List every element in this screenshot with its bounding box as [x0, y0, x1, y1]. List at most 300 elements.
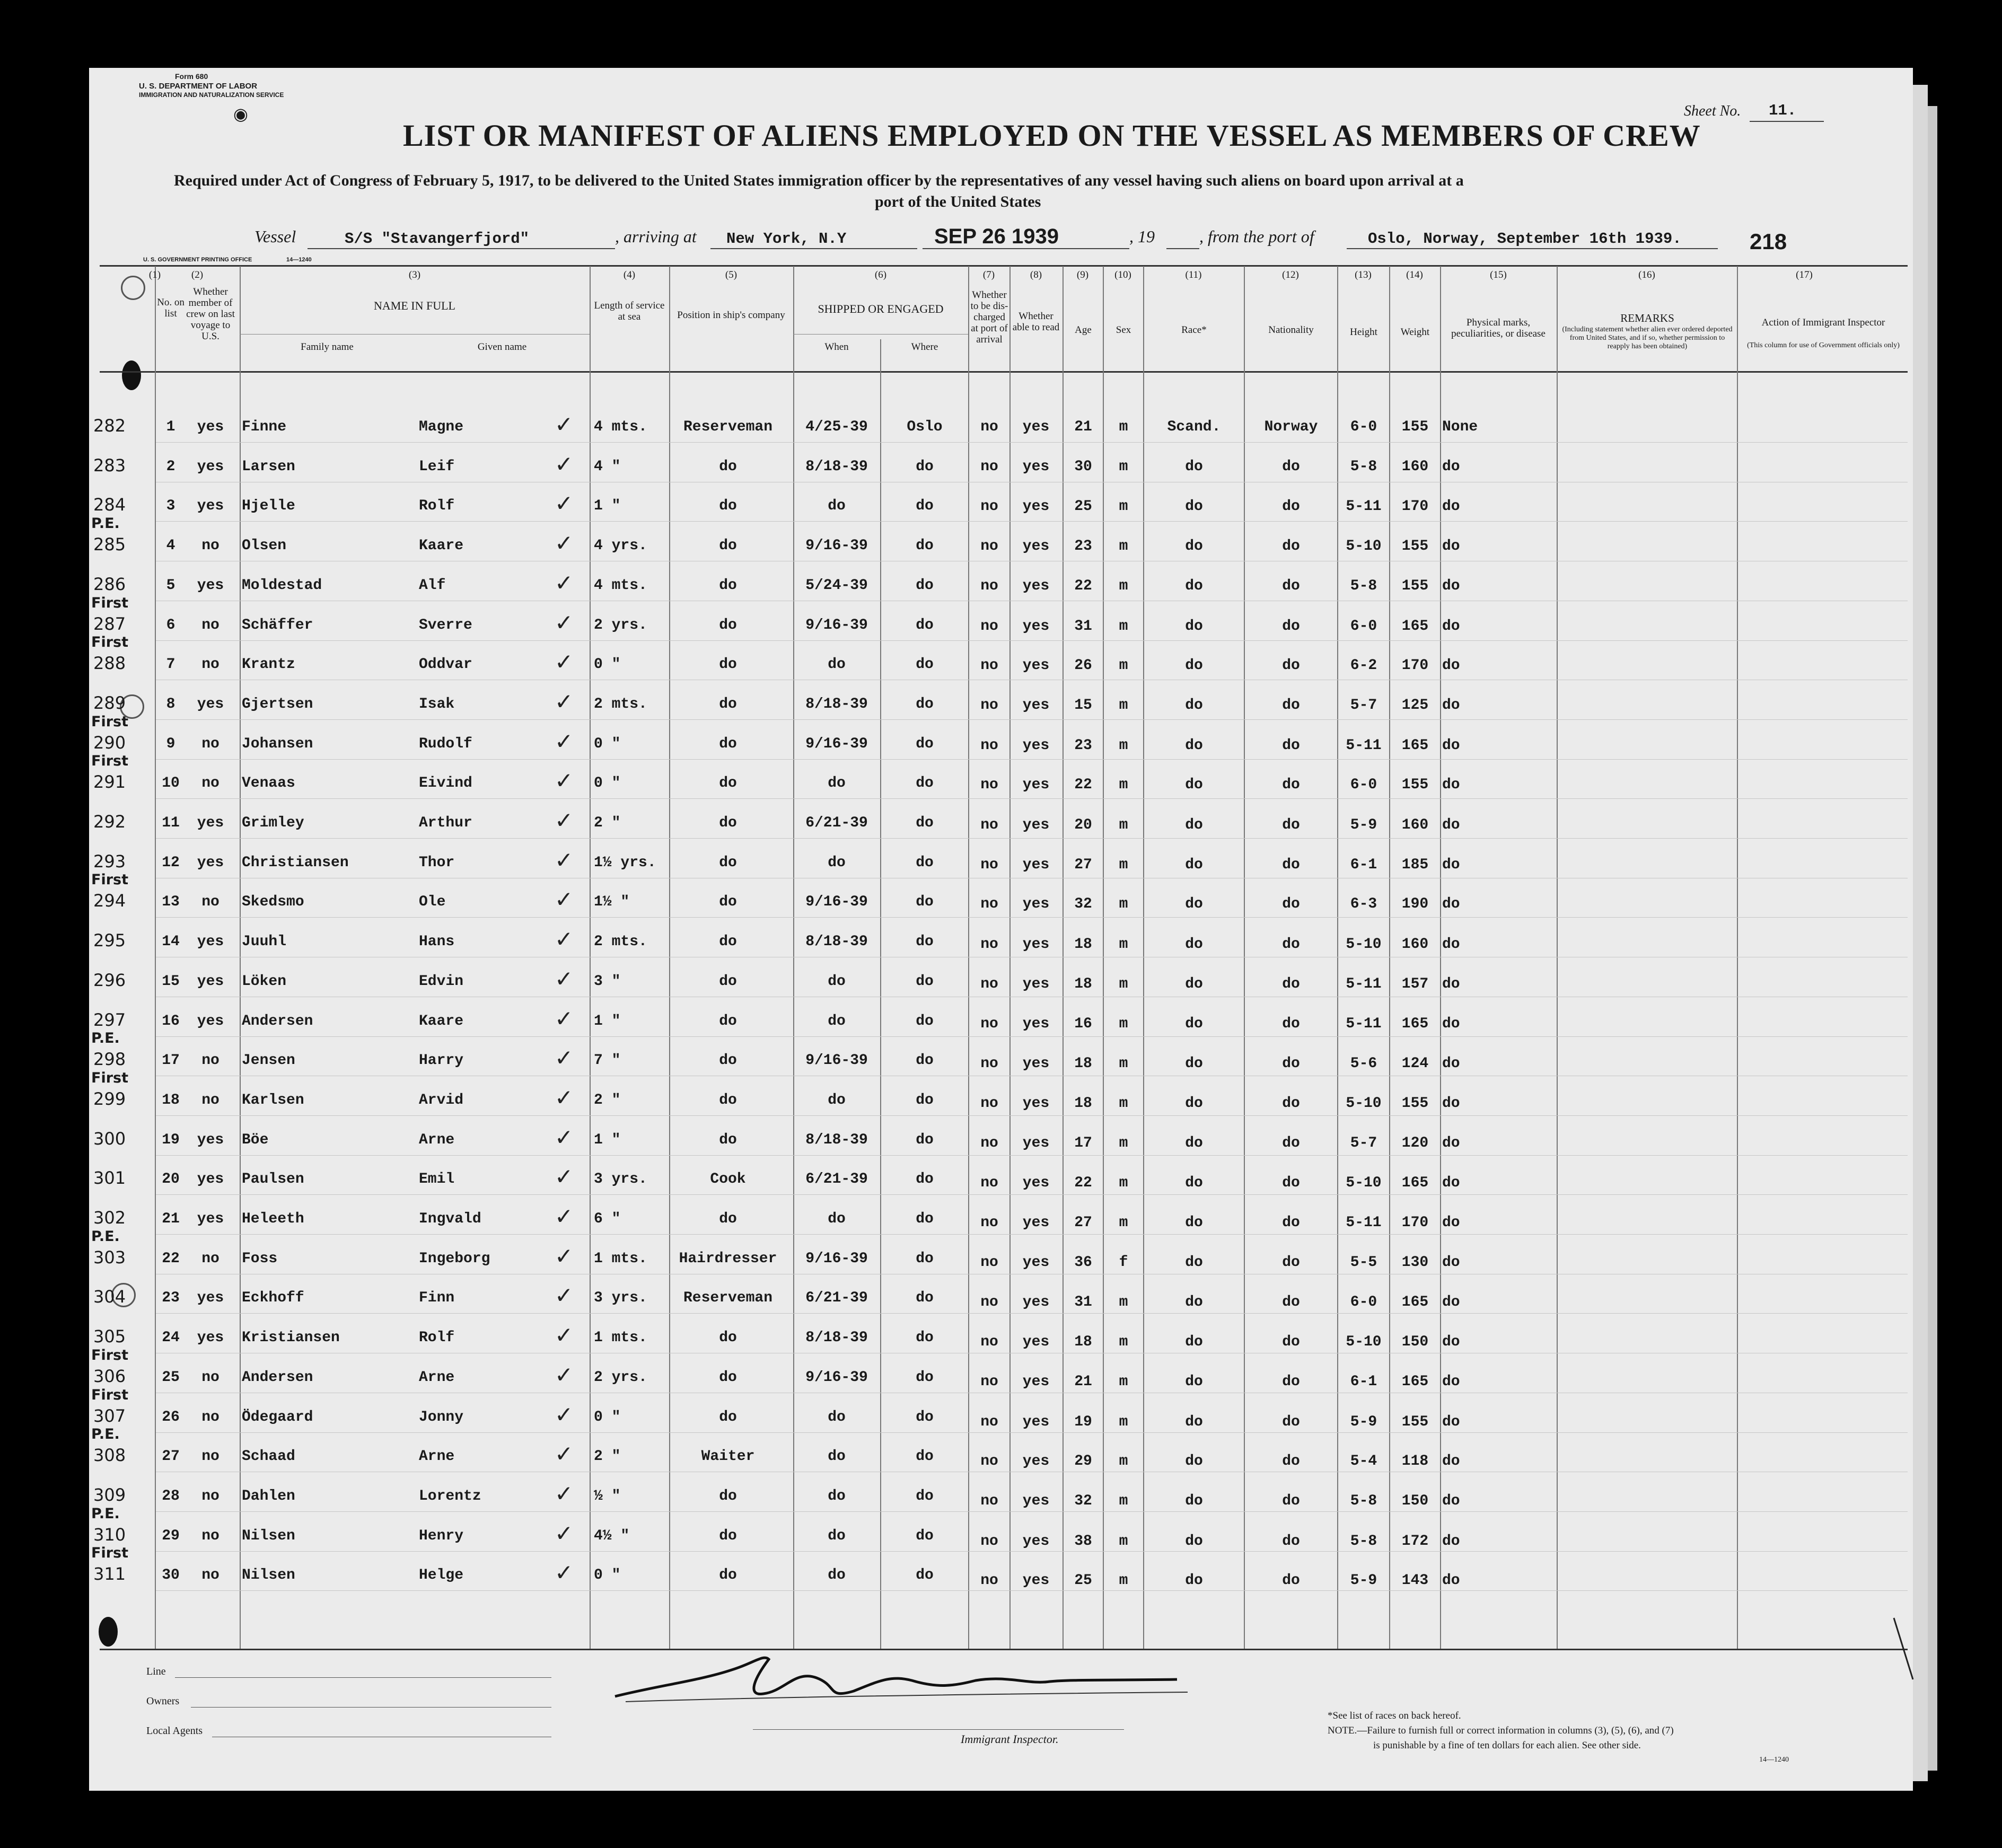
cell-marks: do [1442, 1055, 1460, 1072]
cell-height: 5-10 [1346, 936, 1382, 953]
cell-height: 5-9 [1350, 1572, 1377, 1589]
cell-where: do [916, 656, 934, 673]
check-mark-icon: ✓ [555, 1481, 574, 1507]
col-num-12: (12) [1282, 269, 1299, 280]
subtitle-line-1: Required under Act of Congress of February 5, 1917, to be delivered to the United States immigration officer by the representatives of any vessel having such aliens on board upon arrival at a [174, 172, 1464, 189]
cell-nat: do [1282, 697, 1300, 714]
cell-weight: 157 [1401, 975, 1429, 992]
cell-when: 5/24-39 [805, 577, 868, 594]
cell-height: 6-0 [1350, 618, 1377, 635]
cell-position: do [719, 775, 737, 791]
check-mark-icon: ✓ [555, 847, 574, 873]
cell-race: do [1185, 896, 1203, 913]
cell-age: 22 [1074, 1174, 1092, 1191]
cell-family: Schäffer [242, 617, 313, 633]
cell-marks: do [1442, 1334, 1460, 1351]
cell-family: Böe [242, 1132, 269, 1148]
cell-no: 3 [166, 498, 175, 514]
check-mark-icon: ✓ [555, 451, 574, 477]
row-rule [156, 1115, 1908, 1116]
cell-service: 2 mts. [594, 696, 647, 712]
col-head-where: Where [911, 341, 938, 353]
cell-no: 16 [162, 1013, 180, 1029]
cell-family: Krantz [242, 656, 295, 673]
cell-weight: 155 [1401, 578, 1429, 595]
cell-no: 22 [162, 1251, 180, 1267]
cell-marks: do [1442, 816, 1460, 833]
row-rule [156, 1590, 1908, 1591]
cell-when: 9/16-39 [805, 894, 868, 910]
cell-given: Arthur [419, 815, 472, 831]
cell-nat: do [1282, 1095, 1300, 1112]
cell-age: 29 [1074, 1453, 1092, 1470]
cell-height: 5-11 [1346, 1016, 1382, 1033]
cell-sex: m [1119, 1453, 1128, 1470]
cell-sex: m [1119, 618, 1128, 635]
form-mark: ◉ [233, 104, 248, 124]
col-head-marks: Physical marks, peculiarities, or disease [1451, 317, 1546, 339]
cell-marks: do [1442, 1254, 1460, 1271]
cell-weight: 160 [1401, 936, 1429, 953]
cell-crew: no [201, 1528, 219, 1544]
cell-height: 5-10 [1346, 1174, 1382, 1191]
cell-nat: Norway [1264, 419, 1318, 435]
cell-sex: m [1119, 578, 1128, 595]
cell-position: do [719, 1488, 737, 1504]
cell-read: yes [1022, 1572, 1050, 1589]
col-head-given: Given name [477, 341, 527, 353]
row-serial: 311 [93, 1564, 126, 1584]
cell-sex: m [1119, 697, 1128, 714]
cell-position: do [719, 1369, 737, 1386]
cell-crew: yes [197, 1132, 224, 1148]
name-subheader-rule [240, 334, 590, 335]
cell-crew: yes [197, 815, 224, 831]
form-number: Form 680 [175, 72, 208, 81]
cell-disch: no [980, 936, 998, 953]
row-annotation: P.E. [91, 1228, 120, 1245]
row-annotation: P.E. [91, 1426, 120, 1442]
cell-crew: yes [197, 1013, 224, 1029]
row-annotation: P.E. [91, 1506, 120, 1522]
cell-nat: do [1282, 856, 1300, 873]
cell-given: Harry [419, 1052, 464, 1069]
cell-marks: do [1442, 1293, 1460, 1310]
row-rule [156, 1313, 1908, 1314]
footer-code: 14—1240 [1759, 1756, 1789, 1764]
sheet-number-line [1750, 121, 1824, 122]
cell-age: 31 [1074, 618, 1092, 635]
cell-disch: no [980, 1413, 998, 1430]
row-serial: 297 [93, 1010, 126, 1030]
col-num-8: (8) [1030, 269, 1042, 280]
cell-disch: no [980, 419, 998, 435]
cell-where: do [916, 815, 934, 831]
cell-read: yes [1022, 777, 1050, 794]
cell-disch: no [980, 1174, 998, 1191]
cell-family: Heleeth [242, 1211, 304, 1227]
cell-given: Edvin [419, 973, 464, 990]
cell-where: do [916, 973, 934, 990]
cell-read: yes [1022, 1254, 1050, 1271]
col-head-read: Whether able to read [1012, 311, 1060, 333]
cell-race: do [1185, 459, 1203, 476]
check-mark-icon: ✓ [555, 966, 574, 992]
cell-sex: m [1119, 1493, 1128, 1510]
cell-race: do [1185, 975, 1203, 992]
cell-family: Larsen [242, 459, 295, 475]
cell-position: Hairdresser [679, 1251, 777, 1267]
cell-where: do [916, 1409, 934, 1425]
cell-given: Rolf [419, 498, 455, 514]
col-sep [590, 266, 591, 1649]
cell-nat: do [1282, 1293, 1300, 1310]
sheet-number: 11. [1769, 102, 1797, 119]
row-annotation: First [91, 634, 128, 650]
cell-when: 9/16-39 [805, 736, 868, 752]
cell-age: 18 [1074, 1095, 1092, 1112]
cell-read: yes [1022, 1135, 1050, 1152]
cell-race: do [1185, 657, 1203, 674]
cell-no: 17 [162, 1052, 180, 1069]
cell-where: do [916, 1330, 934, 1346]
cell-where: do [916, 934, 934, 950]
cell-position: do [719, 1211, 737, 1227]
col-num-15: (15) [1490, 269, 1507, 280]
cell-nat: do [1282, 1135, 1300, 1152]
cell-height: 5-11 [1346, 737, 1382, 754]
cell-age: 30 [1074, 459, 1092, 476]
cell-no: 11 [162, 815, 180, 831]
cell-position: do [719, 617, 737, 633]
row-serial: 285 [93, 534, 126, 555]
check-mark-icon: ✓ [555, 1203, 574, 1229]
cell-family: Moldestad [242, 577, 322, 594]
row-rule [156, 1194, 1908, 1195]
cell-position: do [719, 538, 737, 554]
cell-race: do [1185, 1572, 1203, 1589]
cell-weight: 130 [1401, 1254, 1429, 1271]
cell-given: Arne [419, 1448, 455, 1465]
cell-sex: m [1119, 777, 1128, 794]
col-sep [1557, 266, 1558, 1649]
row-serial: 287 [93, 614, 126, 634]
cell-nat: do [1282, 816, 1300, 833]
cell-family: Dahlen [242, 1488, 295, 1504]
row-serial: 296 [93, 970, 126, 990]
cell-no: 28 [162, 1488, 180, 1504]
check-mark-icon: ✓ [555, 1362, 574, 1388]
cell-no: 24 [162, 1330, 180, 1346]
check-mark-icon: ✓ [555, 1006, 574, 1032]
cell-age: 32 [1074, 1493, 1092, 1510]
cell-disch: no [980, 975, 998, 992]
cell-family: Eckhoff [242, 1290, 304, 1306]
cell-read: yes [1022, 697, 1050, 714]
cell-race: do [1185, 1493, 1203, 1510]
cell-disch: no [980, 578, 998, 595]
cell-family: Kristiansen [242, 1330, 340, 1346]
cell-height: 6-3 [1350, 896, 1377, 913]
cell-no: 2 [166, 459, 175, 475]
col-num-14: (14) [1406, 269, 1423, 280]
cell-service: 2 " [594, 815, 621, 831]
cell-disch: no [980, 1016, 998, 1033]
cell-service: 4 mts. [594, 419, 647, 435]
cell-nat: do [1282, 1016, 1300, 1033]
check-mark-icon: ✓ [555, 411, 574, 437]
service: IMMIGRATION AND NATURALIZATION SERVICE [139, 91, 284, 99]
cell-when: 6/21-39 [805, 815, 868, 831]
cell-marks: do [1442, 1453, 1460, 1470]
cell-disch: no [980, 1215, 998, 1231]
cell-nat: do [1282, 459, 1300, 476]
cell-where: do [916, 1013, 934, 1029]
cell-height: 5-9 [1350, 816, 1377, 833]
col-num-13: (13) [1355, 269, 1372, 280]
cell-when: do [828, 855, 846, 871]
cell-weight: 155 [1401, 1095, 1429, 1112]
cell-weight: 143 [1401, 1572, 1429, 1589]
cell-where: do [916, 775, 934, 791]
cell-sex: m [1119, 1135, 1128, 1152]
cell-marks: None [1442, 419, 1478, 435]
cell-position: do [719, 1567, 737, 1583]
cell-disch: no [980, 1533, 998, 1550]
row-serial: 308 [93, 1445, 126, 1465]
check-mark-icon: ✓ [555, 1322, 574, 1348]
cell-service: 1½ " [594, 894, 630, 910]
row-serial: 305 [93, 1326, 126, 1347]
col-head-sex: Sex [1116, 324, 1131, 336]
cell-height: 5-4 [1350, 1453, 1377, 1470]
table-top-border [100, 265, 1908, 267]
footer-note-1: NOTE.—Failure to furnish full or correct information in columns (3), (5), (6), and (7) [1328, 1725, 1674, 1736]
check-mark-icon: ✓ [555, 1243, 574, 1269]
cell-crew: yes [197, 1290, 224, 1306]
cell-sex: m [1119, 1572, 1128, 1589]
cell-when: do [828, 1567, 846, 1583]
row-serial: 295 [93, 930, 126, 951]
row-rule [156, 1551, 1908, 1552]
cell-sex: m [1119, 1533, 1128, 1550]
row-annotation: P.E. [91, 1030, 120, 1046]
cell-where: Oslo [907, 419, 943, 435]
punch-hole [122, 360, 141, 390]
cell-nat: do [1282, 1215, 1300, 1231]
cell-crew: yes [197, 577, 224, 594]
cell-service: 0 " [594, 1567, 621, 1583]
cell-family: Jensen [242, 1052, 295, 1069]
cell-given: Lorentz [419, 1488, 481, 1504]
cell-age: 27 [1074, 856, 1092, 873]
cell-no: 9 [166, 736, 175, 752]
from-port: Oslo, Norway, September 16th 1939. [1368, 230, 1682, 248]
cell-given: Kaare [419, 538, 464, 554]
cell-service: 2 " [594, 1092, 621, 1108]
cell-race: do [1185, 1095, 1203, 1112]
cell-nat: do [1282, 1413, 1300, 1430]
cell-age: 25 [1074, 498, 1092, 515]
col-head-no: No. on list [157, 297, 185, 319]
owners-label: Owners [146, 1695, 180, 1707]
cell-service: 1 mts. [594, 1330, 647, 1346]
printer: U. S. GOVERNMENT PRINTING OFFICE [143, 257, 252, 263]
row-serial: 290 [93, 733, 126, 753]
col-num-4: (4) [623, 269, 636, 280]
row-serial: 299 [93, 1089, 126, 1109]
cell-marks: do [1442, 975, 1460, 992]
cell-given: Arne [419, 1369, 455, 1386]
cell-marks: do [1442, 657, 1460, 674]
cell-no: 21 [162, 1211, 180, 1227]
cell-disch: no [980, 816, 998, 833]
cell-when: do [828, 1211, 846, 1227]
cell-family: Nilsen [242, 1567, 295, 1583]
cell-disch: no [980, 1135, 998, 1152]
cell-weight: 170 [1401, 657, 1429, 674]
cell-race: do [1185, 1374, 1203, 1391]
cell-age: 16 [1074, 1016, 1092, 1033]
col-head-weight: Weight [1400, 327, 1430, 338]
sheet-label: Sheet No. [1684, 103, 1741, 119]
cell-sex: m [1119, 1413, 1128, 1430]
row-rule [156, 1234, 1908, 1235]
cell-position: do [719, 934, 737, 950]
cell-nat: do [1282, 1533, 1300, 1550]
cell-age: 23 [1074, 737, 1092, 754]
cell-when: 9/16-39 [805, 1052, 868, 1069]
cell-where: do [916, 1488, 934, 1504]
cell-given: Alf [419, 577, 446, 594]
cell-crew: no [201, 1052, 219, 1069]
cell-crew: yes [197, 1211, 224, 1227]
check-mark-icon: ✓ [555, 530, 574, 556]
cell-age: 22 [1074, 777, 1092, 794]
row-rule [156, 1036, 1908, 1037]
cell-position: do [719, 577, 737, 594]
cell-service: 2 yrs. [594, 617, 647, 633]
cell-sex: m [1119, 936, 1128, 953]
cell-disch: no [980, 1254, 998, 1271]
cell-weight: 165 [1401, 618, 1429, 635]
col-head-shipped: SHIPPED OR ENGAGED [818, 302, 944, 315]
vessel-label: Vessel [254, 227, 296, 246]
row-serial: 309 [93, 1485, 126, 1505]
cell-disch: no [980, 1055, 998, 1072]
col-num-3: (3) [408, 269, 421, 280]
col-sep [240, 266, 241, 1649]
cell-read: yes [1022, 1215, 1050, 1231]
cell-position: do [719, 815, 737, 831]
cell-crew: no [201, 1369, 219, 1386]
col-sep [1440, 266, 1441, 1649]
cell-family: Skedsmo [242, 894, 304, 910]
cell-no: 5 [166, 577, 175, 594]
cell-race: do [1185, 1016, 1203, 1033]
cell-family: Gjertsen [242, 696, 313, 712]
cell-race: do [1185, 856, 1203, 873]
cell-given: Rudolf [419, 736, 472, 752]
cell-read: yes [1022, 1493, 1050, 1510]
cell-weight: 155 [1401, 419, 1429, 435]
cell-weight: 170 [1401, 1215, 1429, 1231]
row-annotation: First [91, 753, 128, 769]
check-mark-icon: ✓ [555, 1402, 574, 1428]
cell-family: Karlsen [242, 1092, 304, 1108]
cell-nat: do [1282, 618, 1300, 635]
cell-weight: 124 [1401, 1055, 1429, 1072]
cell-position: do [719, 459, 737, 475]
col-head-family: Family name [301, 341, 354, 353]
cell-service: 2 yrs. [594, 1369, 647, 1386]
cell-given: Oddvar [419, 656, 472, 673]
cell-height: 6-1 [1350, 856, 1377, 873]
row-annotation: First [91, 714, 128, 730]
cell-nat: do [1282, 1374, 1300, 1391]
cell-sex: m [1119, 1016, 1128, 1033]
row-annotation: First [91, 1387, 128, 1403]
cell-crew: yes [197, 1330, 224, 1346]
check-mark-icon: ✓ [555, 1045, 574, 1071]
cell-disch: no [980, 1572, 998, 1589]
page-stamp: 218 [1750, 229, 1787, 254]
cell-marks: do [1442, 856, 1460, 873]
col-num-2: (2) [191, 269, 204, 280]
cell-where: do [916, 855, 934, 871]
cell-nat: do [1282, 896, 1300, 913]
cell-given: Rolf [419, 1330, 455, 1346]
cell-no: 1 [166, 419, 175, 435]
cell-disch: no [980, 618, 998, 635]
cell-weight: 165 [1401, 1374, 1429, 1391]
margin-stroke [1893, 1617, 1914, 1680]
cell-nat: do [1282, 1334, 1300, 1351]
cell-where: do [916, 696, 934, 712]
check-mark-icon: ✓ [555, 1164, 574, 1190]
check-mark-icon: ✓ [555, 570, 574, 596]
cell-given: Magne [419, 419, 464, 435]
cell-crew: no [201, 617, 219, 633]
row-rule [156, 521, 1908, 522]
year-label: , 19 [1129, 227, 1155, 246]
cell-crew: yes [197, 973, 224, 990]
print-code: 14—1240 [286, 257, 312, 263]
cell-given: Ingeborg [419, 1251, 490, 1267]
cell-race: do [1185, 578, 1203, 595]
cell-marks: do [1442, 1493, 1460, 1510]
cell-service: 1 " [594, 1013, 621, 1029]
cell-height: 5-11 [1346, 498, 1382, 515]
cell-no: 25 [162, 1369, 180, 1386]
arrival-port: New York, N.Y [726, 230, 847, 248]
cell-height: 5-11 [1346, 1215, 1382, 1231]
col-head-height: Height [1350, 327, 1377, 338]
cell-when: do [828, 1528, 846, 1544]
row-annotation: First [91, 1347, 128, 1363]
check-mark-icon: ✓ [555, 1124, 574, 1150]
cell-given: Hans [419, 934, 455, 950]
row-rule [156, 838, 1908, 839]
row-serial: 292 [93, 812, 126, 832]
cell-nat: do [1282, 1572, 1300, 1589]
cell-nat: do [1282, 657, 1300, 674]
cell-position: Reserveman [683, 419, 773, 435]
cell-weight: 165 [1401, 1174, 1429, 1191]
cell-race: do [1185, 1453, 1203, 1470]
cell-marks: do [1442, 538, 1460, 555]
cell-where: do [916, 894, 934, 910]
